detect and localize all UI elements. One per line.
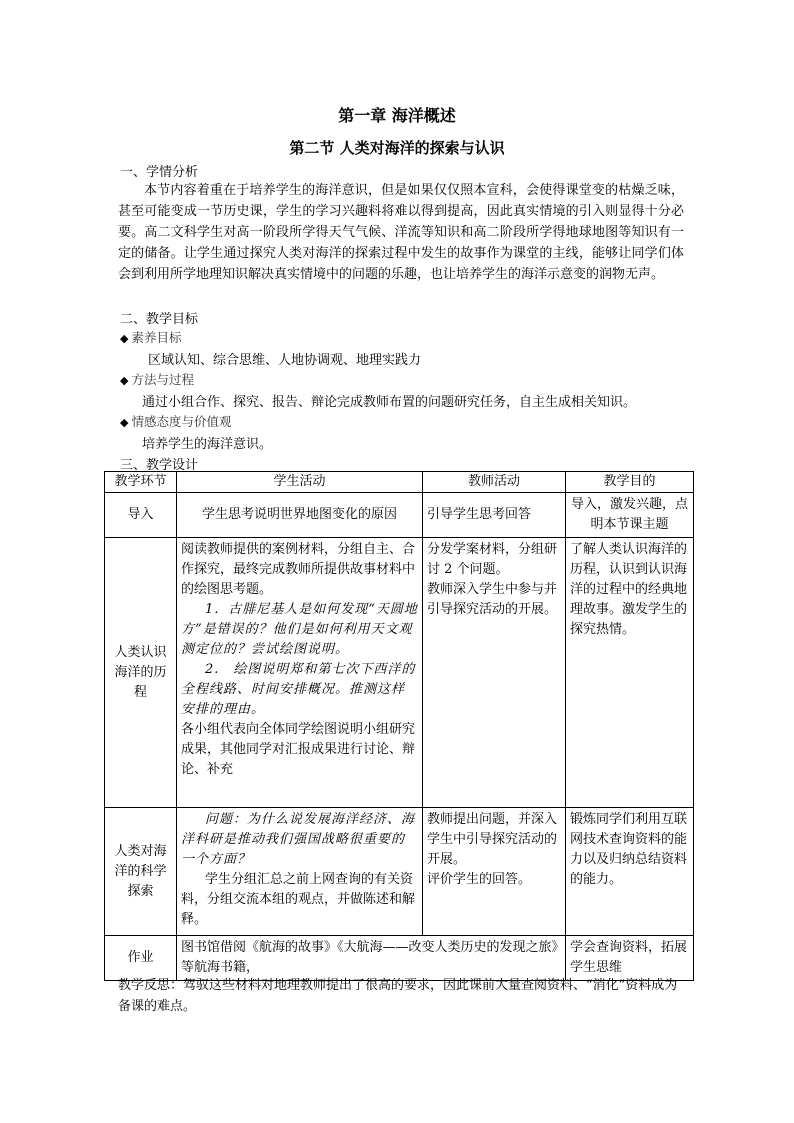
teaching-reflection: 教学反思：驾驭这些材料对地理教师提出了很高的要求，因此课前大量查阅资料、“消化”资料成为备课的难点。: [118, 978, 678, 1014]
heading-teaching-design: 三、教学设计: [120, 458, 199, 473]
student-activity-history: [177, 538, 423, 808]
goal-label-literacy: ◆ 素养目标: [120, 330, 182, 345]
teacher-activity-intro: 引导学生思考回答: [423, 493, 566, 538]
learning-analysis-paragraph: 本节内容着重在于培养学生的海洋意识，但是如果仅仅照本宣科，会使得课堂变的枯燥乏味，甚至可能变成一节历史课，学生的学习兴趣料将难以得到提高，因此真实情境的引入则显得十分必要。高二文科学生对高一阶段所学得天气气候、洋流等知识和高二阶段所学得地球地图等知识有一定的储备。让学生通过探究人类对海洋的探索过程中发生的故事作为课堂的主线，能够让同学们体会到利用所学地理知识解决真实情境中的问题的乐趣，也让培养学生的海洋示意变的润物无声。: [118, 183, 684, 282]
stage-science: 人类对海洋的科学探索: [105, 808, 177, 936]
student-activity-intro-text: 阅读教师提供的案例材料，分组自主、合作探究，最终完成教师所提供故事材料中的绘图思考题。: [181, 542, 416, 597]
chapter-title: 第一章 海洋概述: [338, 106, 456, 125]
student-activity-intro: 学生思考说明世界地图变化的原因: [177, 493, 423, 538]
section-title: 第二节 人类对海洋的探索与认识: [289, 139, 505, 157]
teaching-design-table: [104, 471, 694, 981]
goal-text-attitude: 培养学生的海洋意识。: [142, 437, 273, 452]
goal-text-method: 通过小组合作、探究、报告、辩论完成教师布置的问题研究任务，自主生成相关知识。: [142, 395, 637, 410]
table-row-intro: [105, 493, 694, 538]
heading-learning-analysis: 一、学情分析: [120, 165, 199, 180]
purpose-intro: 导入，激发兴趣，点明本节课主题: [566, 493, 694, 538]
header-purpose: 教学目的: [566, 472, 694, 493]
purpose-history: 了解人类认识海洋的历程，认识到认识海洋的过程中的经典地理故事。激发学生的探究热情。: [566, 538, 694, 808]
table-row-homework: [105, 936, 694, 981]
science-question: 问题：为什么说发展海洋经济、海洋科研是推动我们强国战略很重要的一个方面？: [181, 812, 416, 867]
diamond-bullet-icon: ◆: [120, 374, 129, 387]
goal-label-method: ◆ 方法与过程: [120, 372, 194, 387]
diamond-bullet-icon: ◆: [120, 416, 129, 429]
table-row-history: [105, 538, 694, 808]
teacher-activity-science: 教师提出问题，并深入学生中引导探究活动的开展。 评价学生的回答。: [423, 808, 566, 936]
student-activity-homework: 图书馆借阅《航海的故事》《大航海——改变人类历史的发现之旅》等航海书籍，: [177, 936, 566, 981]
table-header-row: [105, 472, 694, 493]
teacher-activity-history: 分发学案材料，分组研讨 2 个问题。 教师深入学生中参与并引导探究活动的开展。: [423, 538, 566, 808]
heading-teaching-goals: 二、教学目标: [120, 312, 199, 327]
stage-homework: 作业: [105, 936, 177, 981]
table-row-science: [105, 808, 694, 936]
question-two: 2. 绘图说明郑和第七次下西洋的全程线路、时间安排概况。推测这样安排的理由。: [181, 662, 416, 717]
purpose-homework: 学会查询资料，拓展学生思维: [566, 936, 694, 981]
stage-history: 人类认识海洋的历程: [105, 538, 177, 808]
header-stage: 教学环节: [105, 472, 177, 493]
header-teacher-activity: 教师活动: [423, 472, 566, 493]
goal-label-attitude: ◆ 情感态度与价值观: [120, 414, 232, 429]
header-student-activity: 学生活动: [177, 472, 423, 493]
student-activity-outro-text: 各小组代表向全体同学绘图说明小组研究成果，其他同学对汇报成果进行讨论、辩论、补充: [181, 722, 416, 777]
diamond-bullet-icon: ◆: [120, 332, 129, 345]
purpose-science: 锻炼同学们利用互联网技术查询资料的能力以及归纳总结资料的能力。: [566, 808, 694, 936]
goal-text-literacy: 区域认知、综合思维、人地协调观、地理实践力: [148, 353, 422, 368]
science-student-text: 学生分组汇总之前上网查询的有关资料，分组交流本组的观点，并做陈述和解释。: [181, 872, 416, 927]
student-activity-science: [177, 808, 423, 936]
question-one: 1．古腓尼基人是如何发现“天圆地方”是错误的？他们是如何利用天文观测定位的？尝试绘图说明。: [181, 602, 418, 657]
stage-intro: 导入: [105, 493, 177, 538]
